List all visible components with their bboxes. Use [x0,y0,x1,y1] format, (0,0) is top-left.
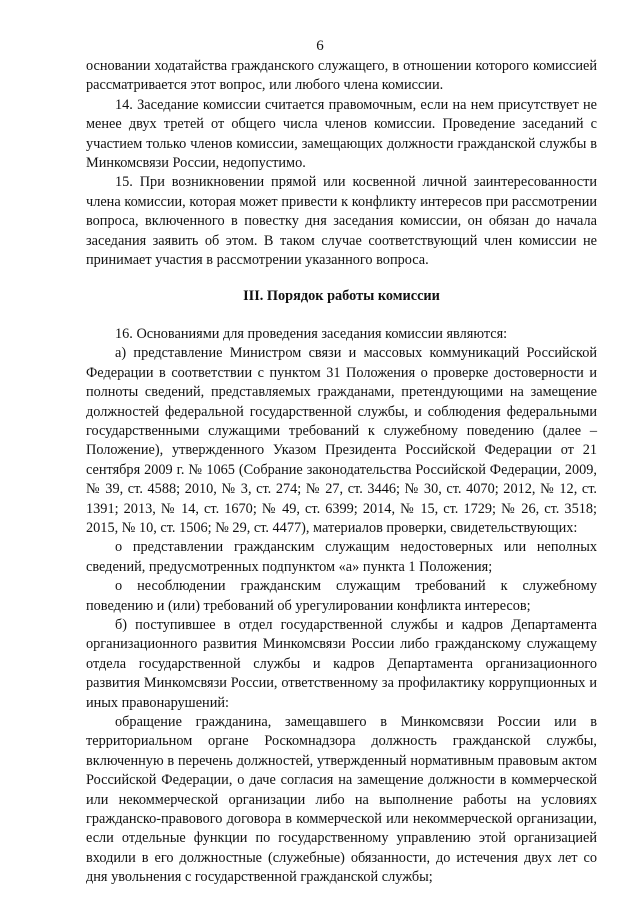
paragraph-16-a-item-1: о представлении гражданским служащим недостоверных или неполных сведений, предусмотренных подпунктом «а» пункта 1 Положения; [86,539,597,575]
paragraph-16-b-item-1: обращение гражданина, замещавшего в Минкомсвязи России или в территориальном органе Роскомнадзора должность гражданской службы, включенную в перечень должностей, утвержденный нормативным правовым актом Российской Федерации, о даче согласия на замещение должности в коммерческой или некоммерческой организации либо на выполнение работы на условиях гражданско-правового договора в коммерческой или некоммерческой организации, если отдельные функции по государственному управлению этой организацией входили в его должностные (служебные) обязанности, до истечения двух лет со дня увольнения с государственной гражданской службы; [86,714,597,886]
paragraph-16-b: б) поступившее в отдел государственной службы и кадров Департамента организационного развития Минкомсвязи России либо гражданскому служащему отдела государственной службы и кадров Департамента организационного развития Минкомсвязи России, ответственному за профилактику коррупционных и иных правонарушений: [86,616,597,711]
paragraph-16-a: а) представление Министром связи и массовых коммуникаций Российской Федерации в соответствии с пунктом 31 Положения о проверке достоверности и полноты сведений, представляемых гражданами, претендующими на замещение должностей федеральной государственной службы, и соблюдения федеральными государственными служащими требований к служебному поведению (далее – Положение), утвержденного Указом Президента Российской Федерации от 21 сентября 2009 г. № 1065 (Собрание законодательства Российской Федерации, 2009, № 39, ст. 4588; 2010, № 3, ст. 274; № 27, ст. 3446; № 30, ст. 4070; 2012, № 12, ст. 1391; 2013, № 14, ст. 1670; № 49, ст. 6399; 2014, № 15, ст. 1729; № 26, ст. 3518; 2015, № 10, ст. 1506; № 29, ст. 4477), материалов проверки, свидетельствующих: [86,345,597,536]
paragraph-16-a-item-2: о несоблюдении гражданским служащим требований к служебному поведению и (или) требований об урегулировании конфликта интересов; [86,578,597,614]
paragraph-continuation: основании ходатайства гражданского служащего, в отношении которого комиссией рассматривается этот вопрос, или любого члена комиссии. [86,58,597,94]
document-body [86,57,597,888]
paragraph-16: 16. Основаниями для проведения заседания комиссии являются: [115,325,508,342]
paragraph-14: 14. Заседание комиссии считается правомочным, если на нем присутствует не менее двух третей от общего числа членов комиссии. Проведение заседаний с участием только членов комиссии, замещающих должности гражданской службы в Минкомсвязи России, недопустимо. [86,96,597,172]
page-number: 6 [316,38,324,54]
paragraph-15: 15. При возникновении прямой или косвенной личной заинтересованности члена комиссии, которая может привести к конфликту интересов при рассмотрении вопроса, включенного в повестку дня заседания комиссии, он обязан до начала заседания заявить об этом. В таком случае соответствующий член комиссии не принимает участия в рассмотрении указанного вопроса. [86,174,597,269]
section-heading: III. Порядок работы комиссии [243,288,440,305]
